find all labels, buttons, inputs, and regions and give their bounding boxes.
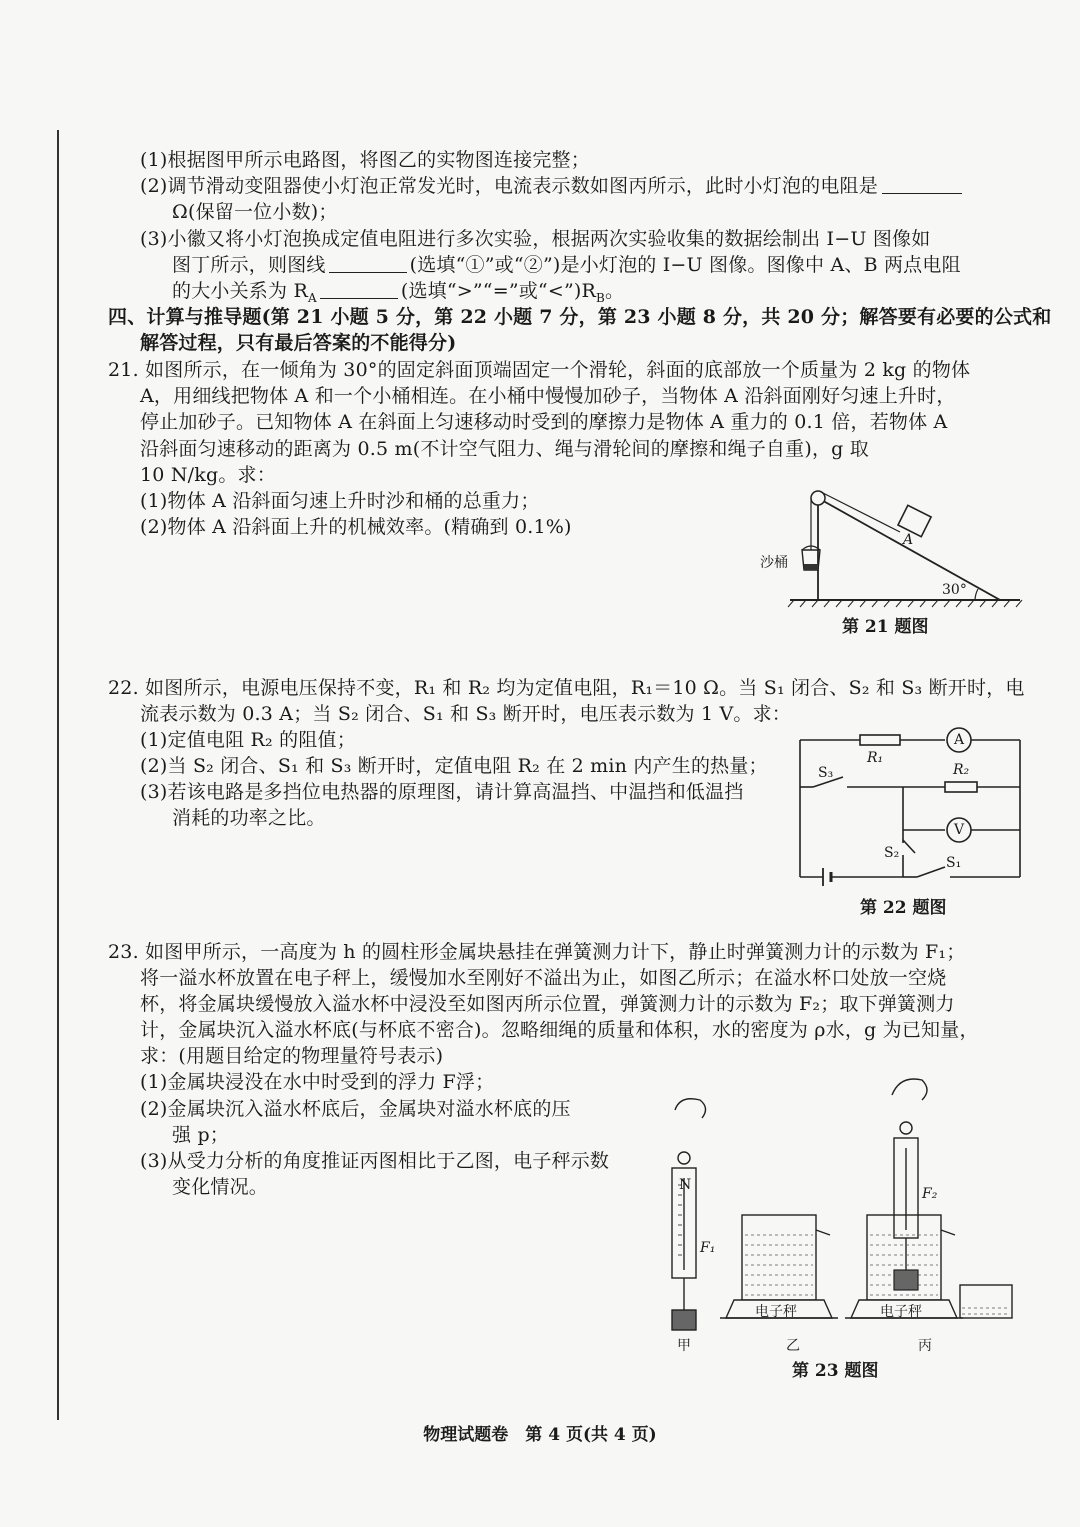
q22-figure-caption: 第 22 题图 bbox=[860, 898, 947, 918]
q23-text: 23. 如图甲所示，一高度为 h 的圆柱形金属块悬挂在弹簧测力计下，静止时弹簧测力计的示数为 F₁； bbox=[108, 941, 966, 963]
q23-experiment-figure bbox=[660, 1070, 1020, 1350]
q20-part3-text: (选填“①”或“②”)是小灯泡的 I−U 图像。图像中 A、B 两点电阻 bbox=[409, 254, 961, 276]
q21-sub1: (1)物体 A 沿斜面匀速上升时沙和桶的总重力； bbox=[140, 490, 540, 512]
q22-sub2: (2)当 S₂ 闭合、S₁ 和 S₃ 断开时，定值电阻 R₂ 在 2 min 内产生的热量； bbox=[140, 755, 768, 777]
q21-text: 21. 如图所示，在一倾角为 30°的固定斜面顶端固定一个滑轮，斜面的底部放一个质量为 2 kg 的物体 bbox=[108, 359, 971, 381]
q20-part3-text: 图丁所示，则图线 bbox=[172, 254, 326, 276]
q20-part2-line1 bbox=[140, 174, 962, 198]
q20-part3-text: (选填“>”“=”或“<”)R bbox=[400, 280, 596, 302]
subscript-a: A bbox=[307, 290, 317, 305]
page-footer: 物理试题卷 第 4 页(共 4 页) bbox=[423, 1425, 657, 1445]
binding-margin-line bbox=[57, 130, 59, 1420]
q23-f2-label: F₂ bbox=[922, 1186, 938, 1202]
q23-jia-n-label: N bbox=[679, 1177, 692, 1193]
q21-angle-label: 30° bbox=[942, 582, 967, 598]
q23-scale-label-yi: 电子秤 bbox=[755, 1304, 797, 1320]
q23-sub3-line1: (3)从受力分析的角度推证丙图相比于乙图，电子秤示数 bbox=[140, 1150, 610, 1172]
q21-text: 10 N/kg。求： bbox=[140, 464, 276, 486]
answer-blank[interactable] bbox=[320, 280, 398, 299]
q23-text: 杯，将金属块缓慢放入溢水杯中浸没至如图丙所示位置，弹簧测力计的示数为 F₂；取下弹簧测力 bbox=[140, 993, 955, 1015]
q22-text: 22. 如图所示，电源电压保持不变，R₁ 和 R₂ 均为定值电阻，R₁＝10 Ω。当 S₁ 闭合、S₂ 和 S₃ 断开时，电 bbox=[108, 677, 1025, 699]
q20-part3-line1: (3)小徽又将小灯泡换成定值电阻进行多次实验，根据两次实验收集的数据绘制出 I−U 图像如 bbox=[140, 228, 931, 250]
q22-s2-label: S₂ bbox=[884, 845, 900, 861]
q21-figure-caption: 第 21 题图 bbox=[842, 617, 929, 637]
q22-s1-label: S₁ bbox=[946, 855, 962, 871]
q21-bucket-label: 沙桶 bbox=[760, 555, 788, 571]
q23-sub2-line1: (2)金属块沉入溢水杯底后，金属块对溢水杯底的压 bbox=[140, 1098, 571, 1120]
q23-sub1: (1)金属块浸没在水中时受到的浮力 F浮； bbox=[140, 1071, 495, 1093]
q23-text: 计，金属块沉入溢水杯底(与杯底不密合)。忽略细绳的质量和体积，水的密度为 ρ水，g 为已知量， bbox=[140, 1019, 979, 1041]
q22-r2-label: R₂ bbox=[953, 762, 970, 778]
answer-blank[interactable] bbox=[329, 254, 407, 273]
q23-sub2-line2: 强 p； bbox=[172, 1124, 230, 1146]
q20-part3-text: 的大小关系为 R bbox=[172, 280, 308, 302]
q22-ammeter-label: A bbox=[954, 732, 965, 748]
q21-text: 沿斜面匀速移动的距离为 0.5 m(不计空气阻力、绳与滑轮间的摩擦和绳子自重)，g 取 bbox=[140, 438, 869, 460]
q20-part3-text: 。 bbox=[605, 280, 625, 302]
section4-heading-line2: 解答过程，只有最后答案的不能得分) bbox=[140, 332, 457, 354]
answer-blank[interactable] bbox=[882, 175, 962, 194]
q22-voltmeter-label: V bbox=[954, 822, 965, 838]
q23-jia-label: 甲 bbox=[677, 1338, 691, 1354]
q20-part2-text: (2)调节滑动变阻器使小灯泡正常发光时，电流表示数如图丙所示，此时小灯泡的电阻是 bbox=[140, 175, 878, 197]
q22-s3-label: S₃ bbox=[818, 765, 834, 781]
q23-f1-label: F₁ bbox=[700, 1240, 716, 1256]
q22-sub3-line1: (3)若该电路是多挡位电热器的原理图，请计算高温挡、中温挡和低温挡 bbox=[140, 781, 744, 803]
q20-part2-line2: Ω(保留一位小数)； bbox=[172, 201, 338, 223]
q22-sub1: (1)定值电阻 R₂ 的阻值； bbox=[140, 729, 356, 751]
q23-scale-label-bing: 电子秤 bbox=[880, 1304, 922, 1320]
q20-part3-line2 bbox=[172, 253, 961, 277]
q22-circuit-figure bbox=[795, 735, 1025, 885]
q21-block-label: A bbox=[903, 532, 914, 548]
q23-text: 将一溢水杯放置在电子秤上，缓慢加水至刚好不溢出为止，如图乙所示；在溢水杯口处放一空烧 bbox=[140, 967, 947, 989]
q22-sub3-line2: 消耗的功率之比。 bbox=[172, 807, 326, 829]
q22-text: 流表示数为 0.3 A；当 S₂ 闭合、S₁ 和 S₃ 断开时，电压表示数为 1 V。求： bbox=[140, 703, 792, 725]
q22-r1-label: R₁ bbox=[867, 750, 884, 766]
q23-figure-caption: 第 23 题图 bbox=[792, 1361, 879, 1381]
section4-heading-line1: 四、计算与推导题(第 21 小题 5 分，第 22 小题 7 分，第 23 小题 8 分，共 20 分；解答要有必要的公式和 bbox=[108, 306, 1052, 328]
q23-sub3-line2: 变化情况。 bbox=[172, 1176, 269, 1198]
q23-text: 求：(用题目给定的物理量符号表示) bbox=[140, 1045, 444, 1067]
q20-part1: (1)根据图甲所示电路图，将图乙的实物图连接完整； bbox=[140, 149, 590, 171]
q21-text: 停止加砂子。已知物体 A 在斜面上匀速移动时受到的摩擦力是物体 A 重力的 0.1 倍，若物体 A bbox=[140, 411, 948, 433]
q23-yi-label: 乙 bbox=[786, 1338, 800, 1354]
q21-sub2: (2)物体 A 沿斜面上升的机械效率。(精确到 0.1%) bbox=[140, 516, 572, 538]
subscript-b: B bbox=[596, 290, 606, 305]
q21-text: A，用细线把物体 A 和一个小桶相连。在小桶中慢慢加砂子，当物体 A 沿斜面刚好匀速上升时， bbox=[140, 385, 956, 407]
q23-bing-label: 丙 bbox=[918, 1338, 932, 1354]
